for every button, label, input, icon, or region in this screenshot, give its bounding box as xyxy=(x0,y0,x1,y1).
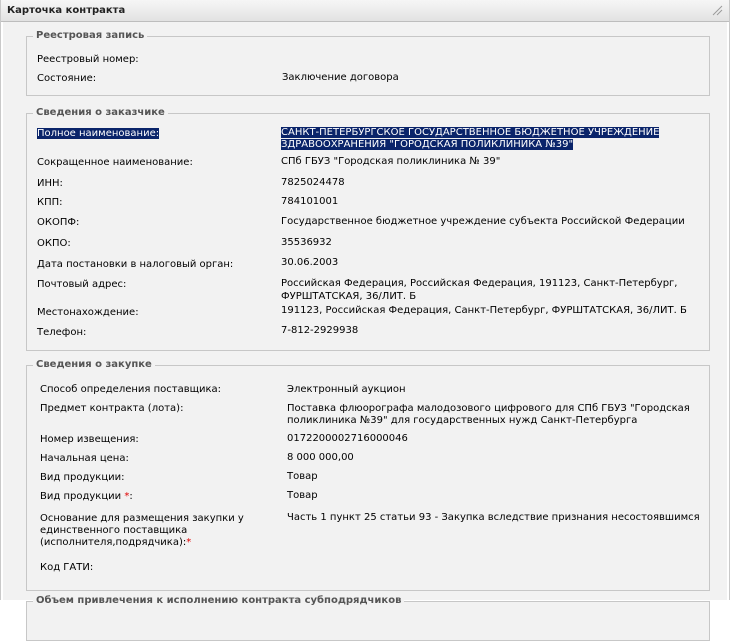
short-name-value: СПб ГБУЗ "Городская поликлиника № 39" xyxy=(281,156,501,167)
basis-label-line2: единственного поставщика xyxy=(40,525,188,536)
supplier-method-value: Электронный аукцион xyxy=(287,384,406,395)
basis-label-line1: Основание для размещения закупки у xyxy=(40,513,244,524)
product-type-value: Товар xyxy=(287,471,318,482)
postal-address-label: Почтовый адрес: xyxy=(37,279,127,290)
notice-number-value: 0172200002716000046 xyxy=(287,433,408,444)
okpo-value: 35536932 xyxy=(281,237,332,248)
full-name-label: Полное наименование: xyxy=(37,128,160,139)
location-value: 191123, Российская Федерация, Санкт-Петербург, ФУРШТАТСКАЯ, 36/ЛИТ. Б xyxy=(281,305,687,316)
resize-icon[interactable] xyxy=(711,5,723,16)
required-suffix: : xyxy=(129,491,133,502)
customer-section xyxy=(26,107,710,351)
product-type-required-value: Товар xyxy=(287,490,318,501)
required-marker: * xyxy=(124,491,130,502)
tax-registration-date-label: Дата постановки в налоговый орган: xyxy=(37,259,234,270)
purchase-section xyxy=(26,359,710,591)
phone-label: Телефон: xyxy=(37,327,87,338)
product-type-required-label xyxy=(40,491,133,502)
okpo-label: ОКПО: xyxy=(37,238,71,249)
short-name-label: Сокращенное наименование: xyxy=(37,157,193,168)
registry-section xyxy=(26,30,710,96)
full-name-value-line1: САНКТ-ПЕТЕРБУРГСКОЕ ГОСУДАРСТВЕННОЕ БЮДЖЕТНОЕ УЧРЕЖДЕНИЕ xyxy=(281,127,660,138)
registry-legend: Реестровая запись xyxy=(33,30,147,41)
initial-price-value: 8 000 000,00 xyxy=(287,452,354,463)
contract-subject-value-line1: Поставка флюорографа малодозового цифрового для СПб ГБУЗ "Городская xyxy=(287,403,690,414)
notice-number-label: Номер извещения: xyxy=(40,434,139,445)
kpp-label: КПП: xyxy=(37,197,63,208)
basis-label-line3-text: (исполнителя,подрядчика): xyxy=(40,537,187,548)
postal-address-value-line2: ФУРШТАТСКАЯ, 36/ЛИТ. Б xyxy=(281,291,417,302)
basis-value: Часть 1 пункт 25 статьи 93 - Закупка вследствие признания несостоявшимся xyxy=(287,512,700,523)
full-name-value-line2: ЗДРАВООХРАНЕНИЯ "ГОРОДСКАЯ ПОЛИКЛИНИКА №39" xyxy=(281,139,574,150)
customer-legend: Сведения о заказчике xyxy=(33,107,168,118)
required-marker: * xyxy=(186,537,192,548)
contract-subject-label: Предмет контракта (лота): xyxy=(40,403,184,414)
okopf-value: Государственное бюджетное учреждение субъекта Российской Федерации xyxy=(281,216,685,227)
supplier-method-label: Способ определения поставщика: xyxy=(40,384,222,395)
product-type-required-text: Вид продукции xyxy=(40,491,122,502)
postal-address-value-line1: Российская Федерация, Российская Федерация, 191123, Санкт-Петербург, xyxy=(281,278,678,289)
status-value: Заключение договора xyxy=(282,72,399,83)
phone-value: 7-812-2929938 xyxy=(281,325,359,336)
contract-subject-value-line2: поликлиника №39" для государственных нужд Санкт-Петербурга xyxy=(287,415,638,426)
product-type-label: Вид продукции: xyxy=(40,472,125,483)
purchase-legend: Сведения о закупке xyxy=(33,359,155,370)
basis-label-line3 xyxy=(40,537,191,548)
kpp-value: 784101001 xyxy=(281,196,339,207)
initial-price-label: Начальная цена: xyxy=(40,453,129,464)
tax-registration-date-value: 30.06.2003 xyxy=(281,257,339,268)
inn-label: ИНН: xyxy=(37,178,63,189)
status-label: Состояние: xyxy=(37,73,97,84)
subcontractors-legend: Объем привлечения к исполнению контракта субподрядчиков xyxy=(33,595,404,606)
location-label: Местонахождение: xyxy=(37,307,139,318)
title-bar xyxy=(1,0,729,22)
gati-code-label: Код ГАТИ: xyxy=(40,562,94,573)
subcontractors-section xyxy=(26,595,710,641)
registry-number-label: Реестровый номер: xyxy=(37,54,139,65)
window-title: Карточка контракта xyxy=(7,5,126,16)
okopf-label: ОКОПФ: xyxy=(37,217,80,228)
content-panel xyxy=(3,22,727,606)
inn-value: 7825024478 xyxy=(281,177,345,188)
